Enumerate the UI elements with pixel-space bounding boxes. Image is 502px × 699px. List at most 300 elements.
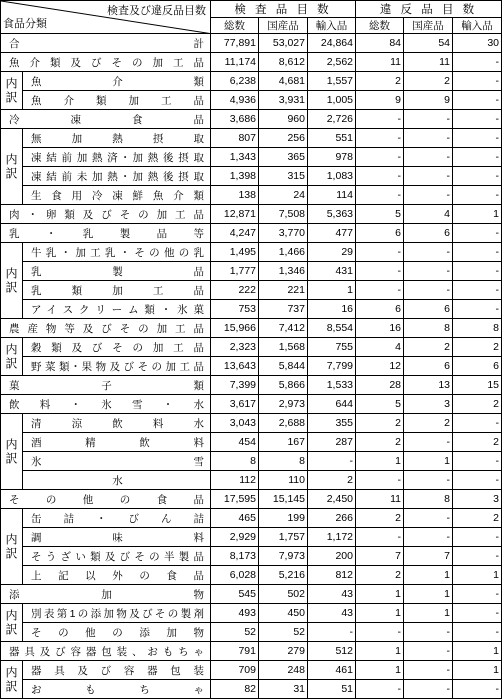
value-cell: - xyxy=(356,148,404,167)
category-label: 器具及び容器包装、おもちゃ xyxy=(1,642,211,661)
value-cell: 791 xyxy=(211,642,259,661)
value-cell: 256 xyxy=(259,129,308,148)
col-violation-domestic: 国産品 xyxy=(404,18,453,34)
corner-bottom-label: 食品分類 xyxy=(3,18,47,30)
value-cell: 2,929 xyxy=(211,528,259,547)
value-cell: 12 xyxy=(356,357,404,376)
category-label: 乳・乳製品等 xyxy=(1,224,211,243)
value-cell: - xyxy=(453,186,502,205)
table-subrow xyxy=(1,148,502,167)
value-cell: 3,043 xyxy=(211,414,259,433)
value-cell: - xyxy=(356,186,404,205)
value-cell: 110 xyxy=(259,471,308,490)
table-subrow xyxy=(1,72,502,91)
value-cell: - xyxy=(453,148,502,167)
value-cell: - xyxy=(453,262,502,281)
inspection-count-header: 検 査 品 目 数 xyxy=(211,1,356,18)
value-cell: 30 xyxy=(453,34,502,53)
value-cell: 2 xyxy=(356,414,404,433)
value-cell: - xyxy=(404,243,453,262)
table-subrow xyxy=(1,357,502,376)
value-cell: - xyxy=(356,471,404,490)
value-cell: 545 xyxy=(211,585,259,604)
value-cell: 24 xyxy=(259,186,308,205)
value-cell: 82 xyxy=(211,680,259,699)
value-cell: - xyxy=(404,281,453,300)
subcategory-label: 乳類加工品 xyxy=(23,281,211,300)
value-cell: 4,681 xyxy=(259,72,308,91)
value-cell: 6 xyxy=(356,300,404,319)
value-cell: 54 xyxy=(404,34,453,53)
table-subrow xyxy=(1,661,502,680)
value-cell: - xyxy=(404,148,453,167)
total-label: 合 計 xyxy=(1,34,211,53)
value-cell: 11,174 xyxy=(211,53,259,72)
value-cell: 755 xyxy=(308,338,356,357)
value-cell: 1 xyxy=(308,281,356,300)
table-subrow xyxy=(1,91,502,110)
subcategory-label: 酒 精 飲 料 xyxy=(23,433,211,452)
value-cell: 960 xyxy=(259,110,308,129)
value-cell: 2 xyxy=(356,509,404,528)
value-cell: 2 xyxy=(453,433,502,452)
corner-top-label: 検査及び違反品目数 xyxy=(107,5,206,17)
value-cell: 8,612 xyxy=(259,53,308,72)
breakdown-label: 内訳 xyxy=(1,604,23,642)
value-cell: 3,686 xyxy=(211,110,259,129)
value-cell: 1,757 xyxy=(259,528,308,547)
value-cell: 315 xyxy=(259,167,308,186)
value-cell: 9 xyxy=(404,91,453,110)
table-subrow xyxy=(1,167,502,186)
value-cell: 812 xyxy=(308,566,356,585)
table-subrow xyxy=(1,547,502,566)
value-cell: 84 xyxy=(356,34,404,53)
value-cell: - xyxy=(404,680,453,699)
value-cell: 7,973 xyxy=(259,547,308,566)
value-cell: 2 xyxy=(404,414,453,433)
table-subrow xyxy=(1,452,502,471)
subcategory-label: 牛乳・加工乳・その他の乳 xyxy=(23,243,211,262)
table-category-row xyxy=(1,585,502,604)
value-cell: 477 xyxy=(308,224,356,243)
table-subrow xyxy=(1,528,502,547)
value-cell: - xyxy=(453,281,502,300)
subcategory-label: 調 味 料 xyxy=(23,528,211,547)
value-cell: 1,172 xyxy=(308,528,356,547)
value-cell: 6,028 xyxy=(211,566,259,585)
subcategory-label: 魚 介 類 xyxy=(23,72,211,91)
table-subrow xyxy=(1,186,502,205)
col-inspection-domestic: 国産品 xyxy=(259,18,308,34)
value-cell: 355 xyxy=(308,414,356,433)
value-cell: 1,398 xyxy=(211,167,259,186)
violation-count-header: 違 反 品 目 数 xyxy=(356,1,502,18)
breakdown-label: 内訳 xyxy=(1,243,23,319)
subcategory-label: 清涼飲料水 xyxy=(23,414,211,433)
value-cell: - xyxy=(404,167,453,186)
value-cell: 17,595 xyxy=(211,490,259,509)
value-cell: 1 xyxy=(453,642,502,661)
value-cell: - xyxy=(404,623,453,642)
value-cell: 1 xyxy=(356,604,404,623)
value-cell: 365 xyxy=(259,148,308,167)
subcategory-label: 別表第1の添加物及びその製剤 xyxy=(23,604,211,623)
value-cell: - xyxy=(404,110,453,129)
value-cell: - xyxy=(404,528,453,547)
value-cell: 5,216 xyxy=(259,566,308,585)
value-cell: 8,554 xyxy=(308,319,356,338)
value-cell: 2,323 xyxy=(211,338,259,357)
value-cell: 8 xyxy=(404,490,453,509)
table-category-row xyxy=(1,224,502,243)
value-cell: 2 xyxy=(356,433,404,452)
value-cell: 1 xyxy=(404,585,453,604)
value-cell: 1,346 xyxy=(259,262,308,281)
value-cell: 512 xyxy=(308,642,356,661)
value-cell: 29 xyxy=(308,243,356,262)
header-corner xyxy=(1,1,211,34)
value-cell: 1 xyxy=(404,452,453,471)
table-subrow xyxy=(1,281,502,300)
value-cell: 4,936 xyxy=(211,91,259,110)
value-cell: - xyxy=(453,452,502,471)
table-total-row xyxy=(1,34,502,53)
value-cell: - xyxy=(453,72,502,91)
value-cell: 2 xyxy=(404,72,453,91)
value-cell: 221 xyxy=(259,281,308,300)
breakdown-label: 内訳 xyxy=(1,72,23,110)
table-subrow xyxy=(1,509,502,528)
table-subrow xyxy=(1,433,502,452)
value-cell: - xyxy=(356,528,404,547)
subcategory-label: そうざい類及びその半製品 xyxy=(23,547,211,566)
value-cell: 709 xyxy=(211,661,259,680)
value-cell: - xyxy=(453,585,502,604)
value-cell: 737 xyxy=(259,300,308,319)
category-label: 魚介類及びその加工品 xyxy=(1,53,211,72)
category-label: 冷 凍 食 品 xyxy=(1,110,211,129)
table-subrow xyxy=(1,623,502,642)
table-subrow xyxy=(1,604,502,623)
value-cell: - xyxy=(453,110,502,129)
value-cell: 7 xyxy=(356,547,404,566)
table-subrow xyxy=(1,471,502,490)
value-cell: - xyxy=(453,129,502,148)
table-category-row xyxy=(1,642,502,661)
category-label: その他の食品 xyxy=(1,490,211,509)
value-cell: 1,557 xyxy=(308,72,356,91)
value-cell: 199 xyxy=(259,509,308,528)
value-cell: 2 xyxy=(356,566,404,585)
value-cell: 5,363 xyxy=(308,205,356,224)
table-category-row xyxy=(1,110,502,129)
value-cell: - xyxy=(453,243,502,262)
subcategory-label: 氷 雪 xyxy=(23,452,211,471)
value-cell: 2 xyxy=(308,471,356,490)
value-cell: 7,799 xyxy=(308,357,356,376)
value-cell: - xyxy=(308,623,356,642)
table-body xyxy=(1,34,502,699)
table-subrow xyxy=(1,129,502,148)
value-cell: 753 xyxy=(211,300,259,319)
table-category-row xyxy=(1,490,502,509)
value-cell: 3 xyxy=(404,395,453,414)
subcategory-label: 乳 製 品 xyxy=(23,262,211,281)
value-cell: 431 xyxy=(308,262,356,281)
value-cell: 11 xyxy=(356,53,404,72)
table-subrow xyxy=(1,566,502,585)
value-cell: 807 xyxy=(211,129,259,148)
value-cell: 248 xyxy=(259,661,308,680)
value-cell: 31 xyxy=(259,680,308,699)
table-category-row xyxy=(1,205,502,224)
value-cell: 8 xyxy=(404,319,453,338)
value-cell: 8 xyxy=(453,319,502,338)
value-cell: 7,508 xyxy=(259,205,308,224)
value-cell: 11 xyxy=(356,490,404,509)
value-cell: 450 xyxy=(259,604,308,623)
value-cell: 1 xyxy=(453,566,502,585)
table-subrow xyxy=(1,414,502,433)
table-subrow xyxy=(1,300,502,319)
value-cell: - xyxy=(453,680,502,699)
category-label: 肉・卵類及びその加工品 xyxy=(1,205,211,224)
value-cell: 6 xyxy=(404,300,453,319)
subcategory-label: アイスクリーム類・氷菓 xyxy=(23,300,211,319)
value-cell: 11 xyxy=(404,53,453,72)
subcategory-label: 凍結前未加熱･加熱後摂取 xyxy=(23,167,211,186)
value-cell: - xyxy=(356,281,404,300)
table-category-row xyxy=(1,53,502,72)
value-cell: 12,871 xyxy=(211,205,259,224)
value-cell: 3,931 xyxy=(259,91,308,110)
value-cell: 266 xyxy=(308,509,356,528)
value-cell: 493 xyxy=(211,604,259,623)
value-cell: - xyxy=(453,224,502,243)
value-cell: 7 xyxy=(404,547,453,566)
subcategory-label: 野菜類･果物及びその加工品 xyxy=(23,357,211,376)
value-cell: 8 xyxy=(211,452,259,471)
subcategory-label: 魚介類加工品 xyxy=(23,91,211,110)
value-cell: 5,866 xyxy=(259,376,308,395)
value-cell: 1 xyxy=(404,566,453,585)
value-cell: 3,770 xyxy=(259,224,308,243)
value-cell: - xyxy=(404,471,453,490)
col-inspection-total: 総数 xyxy=(211,18,259,34)
table-subrow xyxy=(1,262,502,281)
value-cell: - xyxy=(356,680,404,699)
value-cell: 15 xyxy=(453,376,502,395)
value-cell: - xyxy=(356,262,404,281)
subcategory-label: 生食用冷凍鮮魚介類 xyxy=(23,186,211,205)
value-cell: 15,966 xyxy=(211,319,259,338)
value-cell: 53,027 xyxy=(259,34,308,53)
value-cell: 1 xyxy=(356,661,404,680)
value-cell: 279 xyxy=(259,642,308,661)
value-cell: 43 xyxy=(308,604,356,623)
table-category-row xyxy=(1,319,502,338)
subcategory-label: 無加熱摂取 xyxy=(23,129,211,148)
subcategory-label: 器具及び容器包装 xyxy=(23,661,211,680)
value-cell: 7,399 xyxy=(211,376,259,395)
value-cell: 502 xyxy=(259,585,308,604)
subcategory-label: お も ち ゃ xyxy=(23,680,211,699)
value-cell: 7,412 xyxy=(259,319,308,338)
value-cell: 16 xyxy=(356,319,404,338)
value-cell: 52 xyxy=(211,623,259,642)
value-cell: 6 xyxy=(453,357,502,376)
value-cell: - xyxy=(356,623,404,642)
value-cell: 2 xyxy=(453,509,502,528)
value-cell: 1 xyxy=(404,604,453,623)
value-cell: 4,247 xyxy=(211,224,259,243)
value-cell: 8 xyxy=(259,452,308,471)
value-cell: 28 xyxy=(356,376,404,395)
value-cell: 112 xyxy=(211,471,259,490)
value-cell: 138 xyxy=(211,186,259,205)
subcategory-label: 凍結前加熱済･加熱後摂取 xyxy=(23,148,211,167)
table-subrow xyxy=(1,680,502,699)
table-subrow xyxy=(1,338,502,357)
subcategory-label: その他の添加物 xyxy=(23,623,211,642)
value-cell: 4 xyxy=(356,338,404,357)
subcategory-label: 缶詰・びん詰 xyxy=(23,509,211,528)
value-cell: 1 xyxy=(453,205,502,224)
value-cell: 13,643 xyxy=(211,357,259,376)
value-cell: 6,238 xyxy=(211,72,259,91)
value-cell: - xyxy=(356,129,404,148)
value-cell: 114 xyxy=(308,186,356,205)
value-cell: 5 xyxy=(356,205,404,224)
value-cell: 51 xyxy=(308,680,356,699)
breakdown-label: 内訳 xyxy=(1,509,23,585)
value-cell: 24,864 xyxy=(308,34,356,53)
value-cell: 1,083 xyxy=(308,167,356,186)
value-cell: 4 xyxy=(404,205,453,224)
value-cell: 2 xyxy=(356,72,404,91)
value-cell: 6 xyxy=(404,224,453,243)
value-cell: 77,891 xyxy=(211,34,259,53)
value-cell: 2,726 xyxy=(308,110,356,129)
subcategory-label: 上記以外の食品 xyxy=(23,566,211,585)
subcategory-label: 水 xyxy=(23,471,211,490)
value-cell: - xyxy=(404,186,453,205)
value-cell: 454 xyxy=(211,433,259,452)
value-cell: 13 xyxy=(404,376,453,395)
value-cell: 1,343 xyxy=(211,148,259,167)
table-category-row xyxy=(1,395,502,414)
value-cell: - xyxy=(453,167,502,186)
value-cell: 551 xyxy=(308,129,356,148)
value-cell: 1 xyxy=(356,585,404,604)
value-cell: 200 xyxy=(308,547,356,566)
value-cell: 644 xyxy=(308,395,356,414)
value-cell: 2,450 xyxy=(308,490,356,509)
value-cell: 43 xyxy=(308,585,356,604)
value-cell: 222 xyxy=(211,281,259,300)
value-cell: - xyxy=(404,509,453,528)
value-cell: 1,568 xyxy=(259,338,308,357)
breakdown-label: 内訳 xyxy=(1,338,23,376)
value-cell: 461 xyxy=(308,661,356,680)
category-label: 飲料・氷雪・水 xyxy=(1,395,211,414)
category-label: 菓 子 類 xyxy=(1,376,211,395)
value-cell: 2,973 xyxy=(259,395,308,414)
value-cell: 3 xyxy=(453,490,502,509)
value-cell: 5,844 xyxy=(259,357,308,376)
value-cell: 1,466 xyxy=(259,243,308,262)
value-cell: 3,617 xyxy=(211,395,259,414)
value-cell: - xyxy=(453,53,502,72)
value-cell: 6 xyxy=(356,224,404,243)
value-cell: - xyxy=(453,547,502,566)
subcategory-label: 穀類及びその加工品 xyxy=(23,338,211,357)
value-cell: - xyxy=(404,433,453,452)
value-cell: 2 xyxy=(404,338,453,357)
value-cell: - xyxy=(308,452,356,471)
value-cell: - xyxy=(404,642,453,661)
value-cell: 1,005 xyxy=(308,91,356,110)
value-cell: 16 xyxy=(308,300,356,319)
value-cell: 287 xyxy=(308,433,356,452)
value-cell: 2 xyxy=(453,338,502,357)
value-cell: 8,173 xyxy=(211,547,259,566)
breakdown-label: 内訳 xyxy=(1,129,23,205)
value-cell: - xyxy=(453,471,502,490)
value-cell: 15,145 xyxy=(259,490,308,509)
breakdown-label: 内訳 xyxy=(1,661,23,699)
value-cell: - xyxy=(453,300,502,319)
value-cell: 5 xyxy=(356,395,404,414)
value-cell: 167 xyxy=(259,433,308,452)
value-cell: 52 xyxy=(259,623,308,642)
value-cell: 978 xyxy=(308,148,356,167)
value-cell: - xyxy=(404,262,453,281)
value-cell: 1 xyxy=(356,642,404,661)
category-label: 農産物等及びその加工品 xyxy=(1,319,211,338)
value-cell: - xyxy=(453,91,502,110)
value-cell: 2,688 xyxy=(259,414,308,433)
col-violation-total: 総数 xyxy=(356,18,404,34)
value-cell: 1,777 xyxy=(211,262,259,281)
table-category-row xyxy=(1,376,502,395)
value-cell: - xyxy=(404,129,453,148)
col-violation-imported: 輸入品 xyxy=(453,18,502,34)
col-inspection-imported: 輸入品 xyxy=(308,18,356,34)
value-cell: 2 xyxy=(453,395,502,414)
value-cell: 465 xyxy=(211,509,259,528)
value-cell: - xyxy=(356,110,404,129)
value-cell: - xyxy=(453,604,502,623)
value-cell: - xyxy=(453,623,502,642)
table-subrow xyxy=(1,243,502,262)
value-cell: - xyxy=(453,414,502,433)
value-cell: 1 xyxy=(453,661,502,680)
breakdown-label: 内訳 xyxy=(1,414,23,490)
value-cell: - xyxy=(356,167,404,186)
category-label: 添 加 物 xyxy=(1,585,211,604)
value-cell: 1,533 xyxy=(308,376,356,395)
value-cell: 6 xyxy=(404,357,453,376)
value-cell: - xyxy=(453,528,502,547)
value-cell: - xyxy=(356,243,404,262)
value-cell: 2,562 xyxy=(308,53,356,72)
value-cell: 1,495 xyxy=(211,243,259,262)
value-cell: 9 xyxy=(356,91,404,110)
value-cell: 1 xyxy=(356,452,404,471)
value-cell: - xyxy=(404,661,453,680)
